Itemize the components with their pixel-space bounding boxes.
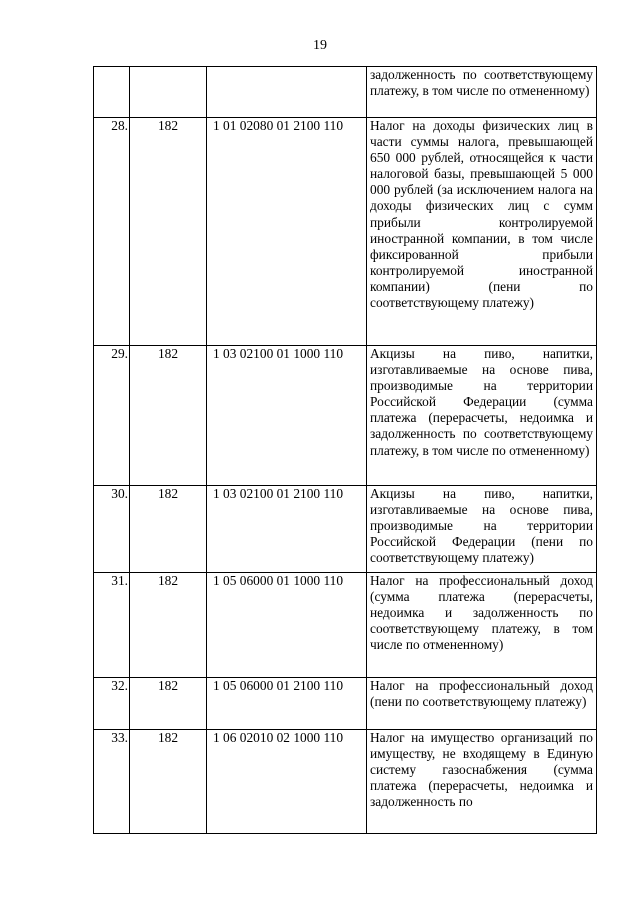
income-name [367,730,597,834]
income-name [367,678,597,730]
income-name [367,486,597,573]
income-name-text: Налог на профессиональный доход (пени по соответствующему платежу) [370,678,593,710]
budget-classification-code: 1 05 06000 01 2100 110 [207,678,367,730]
budget-classification-code: 1 06 02010 02 1000 110 [207,730,367,834]
income-name [367,118,597,346]
income-name-text: Налог на доходы физических лиц в части суммы налога, превышающей 650 000 рублей, относящейся к части налоговой базы, превышающей 5 000 000 рублей (за исключением налога на доходы физических лиц с сумм прибыли контролируемой иностранной компании, в том числе фиксированной прибыли контролируемой иностранной компании) (пени по соответствующему платежу) [370,118,593,311]
row-number: 28. [94,118,130,346]
page-number: 19 [313,38,327,53]
income-name [367,346,597,486]
admin-code: 182 [130,118,207,346]
budget-classification-code: 1 03 02100 01 1000 110 [207,346,367,486]
row-number: 30. [94,486,130,573]
table-row [94,730,597,834]
row-number [94,67,130,118]
admin-code: 182 [130,678,207,730]
budget-classification-code [207,67,367,118]
table-row [94,67,597,118]
admin-code [130,67,207,118]
admin-code: 182 [130,573,207,678]
admin-code: 182 [130,730,207,834]
row-number: 33. [94,730,130,834]
budget-classification-code: 1 01 02080 01 2100 110 [207,118,367,346]
budget-codes-table [93,66,597,834]
row-number: 31. [94,573,130,678]
income-name [367,67,597,118]
budget-classification-code: 1 05 06000 01 1000 110 [207,573,367,678]
income-name [367,573,597,678]
income-name-text: Акцизы на пиво, напитки, изготавливаемые на основе пива, производимые на территории Российской Федерации (сумма платежа (перерасчеты, недоимка и задолженность по соответствующему платежу, в том числе по отмененному) [370,346,593,458]
table-row [94,678,597,730]
table-row [94,346,597,486]
table-row [94,486,597,573]
table-row [94,573,597,678]
income-name-text: Акцизы на пиво, напитки, изготавливаемые на основе пива, производимые на территории Российской Федерации (пени по соответствующему платежу) [370,486,593,566]
budget-classification-code: 1 03 02100 01 2100 110 [207,486,367,573]
row-number: 29. [94,346,130,486]
income-name-text: Налог на профессиональный доход (сумма платежа (перерасчеты, недоимка и задолженность по соответствующему платежу, в том числе по отмененному) [370,573,593,653]
row-number: 32. [94,678,130,730]
income-name-text: Налог на имущество организаций по имуществу, не входящему в Единую систему газоснабжения (сумма платежа (перерасчеты, недоимка и задолженность по [370,730,593,810]
income-name-text: задолженность по соответствующему платежу, в том числе по отмененному) [370,67,593,99]
admin-code: 182 [130,486,207,573]
table-row [94,118,597,346]
admin-code: 182 [130,346,207,486]
